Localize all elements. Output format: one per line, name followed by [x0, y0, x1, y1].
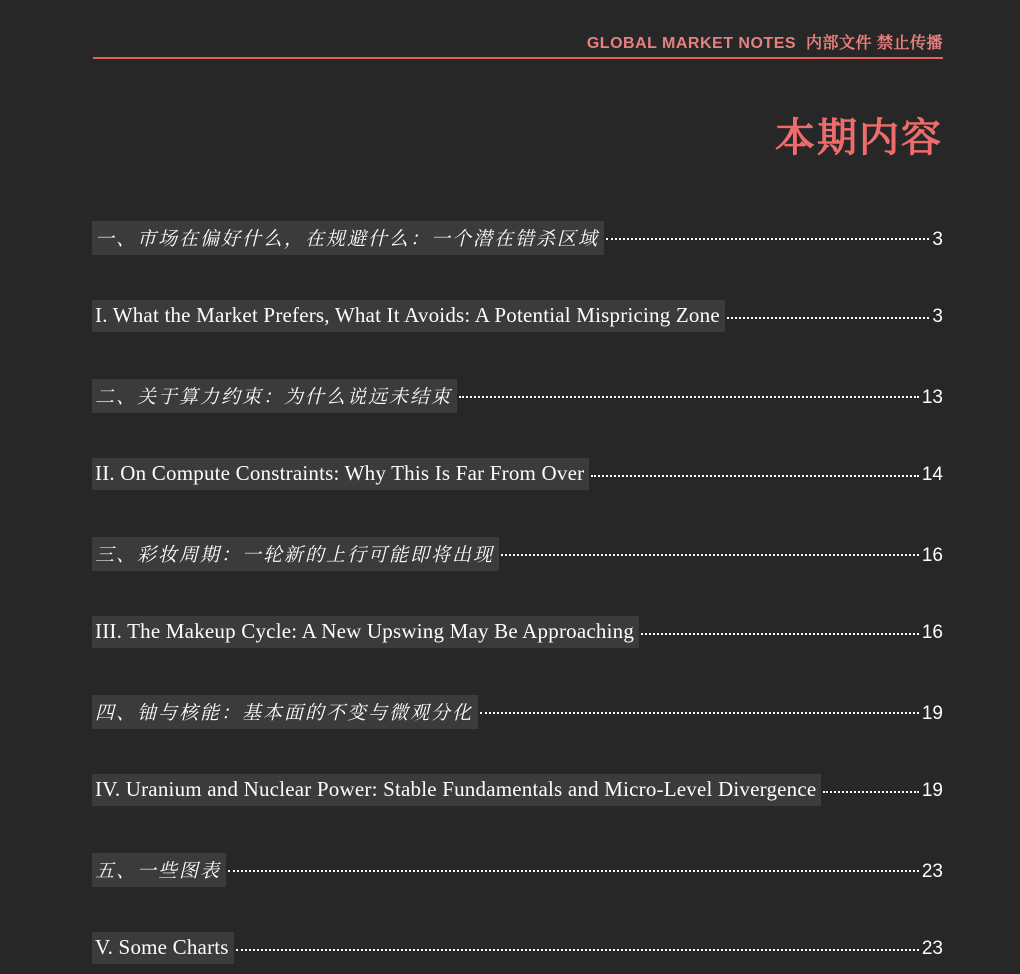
toc-entry-label[interactable]: II. On Compute Constraints: Why This Is Far From Over [92, 458, 589, 490]
toc-page-number[interactable]: 23 [921, 938, 943, 959]
toc-entry-label[interactable]: IV. Uranium and Nuclear Power: Stable Fundamentals and Micro-Level Divergence [92, 774, 821, 806]
toc-entry[interactable] [92, 300, 943, 328]
header-classification-text: 内部文件 禁止传播 [806, 35, 943, 52]
toc-page-number[interactable]: 19 [921, 780, 943, 801]
toc-dotted-leader [501, 554, 919, 556]
toc-page-number[interactable]: 16 [921, 545, 943, 566]
toc-entry-label[interactable]: 二、关于算力约束：为什么说远未结束 [92, 379, 457, 413]
toc-entry[interactable] [92, 379, 943, 407]
toc-dotted-leader [727, 317, 930, 319]
toc-entry-label[interactable]: V. Some Charts [92, 932, 234, 964]
toc-dotted-leader [459, 396, 919, 398]
toc-entry[interactable] [92, 932, 943, 960]
toc-entry-label[interactable]: I. What the Market Prefers, What It Avoids: A Potential Mispricing Zone [92, 300, 725, 332]
toc-entry-label[interactable]: 四、铀与核能：基本面的不变与微观分化 [92, 695, 478, 729]
toc-entry[interactable] [92, 221, 943, 249]
toc-entry-label[interactable]: 三、彩妆周期：一轮新的上行可能即将出现 [92, 537, 499, 571]
toc-dotted-leader [480, 712, 919, 714]
toc-page-number[interactable]: 19 [921, 703, 943, 724]
toc-entry[interactable] [92, 853, 943, 881]
toc-entry-label[interactable]: III. The Makeup Cycle: A New Upswing May Be Approaching [92, 616, 639, 648]
toc-entry[interactable] [92, 695, 943, 723]
toc-heading: 本期内容 [775, 115, 943, 160]
toc-entry-label[interactable]: 一、市场在偏好什么，在规避什么：一个潜在错杀区域 [92, 221, 604, 255]
toc-entry[interactable] [92, 458, 943, 486]
document-header [93, 36, 943, 52]
toc-dotted-leader [606, 238, 929, 240]
toc-entry[interactable] [92, 537, 943, 565]
toc-entry[interactable] [92, 616, 943, 644]
toc-entry-label[interactable]: 五、一些图表 [92, 853, 226, 887]
toc-dotted-leader [823, 791, 918, 793]
toc-page-number[interactable]: 14 [921, 464, 943, 485]
toc-dotted-leader [641, 633, 919, 635]
toc-dotted-leader [228, 870, 919, 872]
toc-page-number[interactable]: 13 [921, 387, 943, 408]
toc-page-number[interactable]: 3 [932, 306, 943, 327]
header-rule-divider [93, 57, 943, 59]
toc-list [92, 221, 943, 974]
toc-page-number[interactable]: 3 [932, 229, 943, 250]
toc-entry[interactable] [92, 774, 943, 802]
toc-dotted-leader [236, 949, 919, 951]
header-brand-text: GLOBAL MARKET NOTES [586, 35, 797, 52]
toc-dotted-leader [591, 475, 919, 477]
toc-page-number[interactable]: 23 [921, 861, 943, 882]
toc-page-number[interactable]: 16 [921, 622, 943, 643]
